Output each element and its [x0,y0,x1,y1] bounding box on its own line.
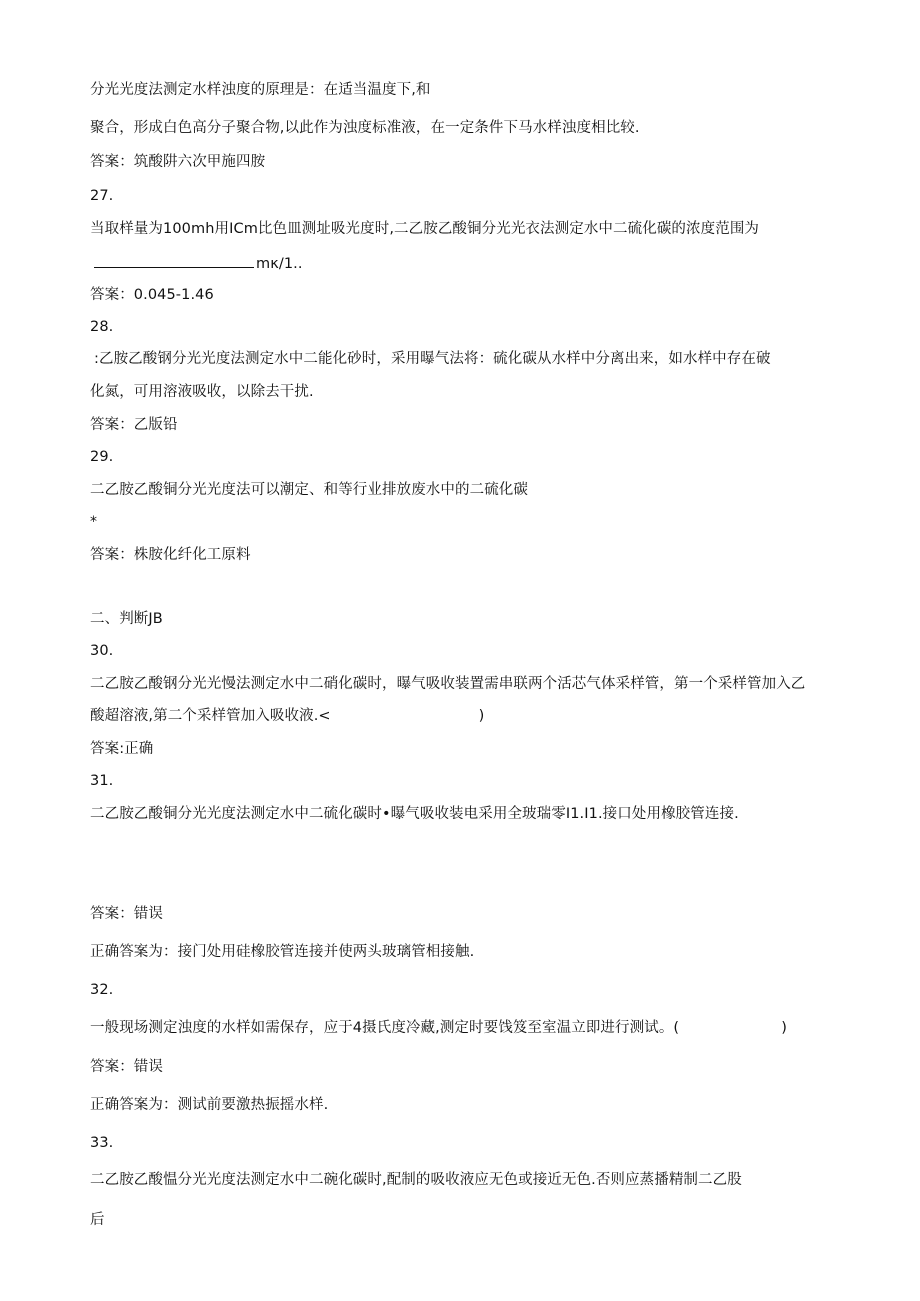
question-27-stem-line-1: 当取样量为100mh用ICm比色皿测址吸光度时,二乙胺乙酸铜分光光衣法测定水中二硫化碳的浓度范围为 [90,221,760,237]
stray-asterisk: * [90,514,98,530]
question-26-stem-line-2: 聚合，形成白色高分子聚合物,以此作为浊度标准液，在一定条件下马水样浊度相比较. [90,120,640,136]
question-31-correct-answer: 正确答案为：接门处用硅橡胶管连接并使两头玻璃管相接触. [90,944,475,960]
question-27-stem-line-2 [94,253,303,274]
question-32-stem-text: 一般现场测定浊度的水样如需保存，应于4摄氏度冷藏,测定时要饯笈至室温立即进行测试。( [90,1020,680,1036]
question-28-answer: 答案：乙版铅 [90,417,178,433]
question-32-answer: 答案：错误 [90,1059,163,1075]
question-30-stem-line-2 [90,706,484,726]
closing-paren: ) [781,1020,787,1036]
question-29-answer: 答案：株胺化纤化工原料 [90,547,251,563]
question-28-stem-line-1: :乙胺乙酸钢分光光度法测定水中二能化砂时，采用曝气法将：硫化碳从水样中分离出来，如水样中存在破 [94,351,771,367]
question-29-number: 29. [90,449,114,465]
closing-paren: ) [478,708,485,724]
question-26-answer: 答案：筑酸阱六次甲施四胺 [90,154,266,170]
question-32-number: 32. [90,982,114,998]
question-33-stem-line-1: 二乙胺乙酸愠分光光度法测定水中二碗化碳时,配制的吸收液应无色或接近无色.否则应蒸播精制二乙股 [90,1172,742,1188]
question-29-stem: 二乙胺乙酸铜分光光度法可以潮定、和等行业排放废水中的二硫化碳 [90,482,528,498]
question-32-correct-answer: 正确答案为：测试前要激热振摇水样. [90,1097,329,1113]
question-28-number: 28. [90,319,114,335]
question-28-stem-line-2: 化氮，可用溶液吸收，以除去干扰. [90,384,314,400]
unit-text: mκ/1.. [256,256,303,272]
fill-in-blank [94,253,254,268]
section-heading-judgement: 二、判断JB [90,611,163,627]
question-33-number: 33. [90,1135,114,1151]
question-26-stem-line-1: 分光光度法测定水样浊度的原理是：在适当温度下,和 [90,82,431,98]
question-27-answer: 答案：0.045-1.46 [90,287,214,303]
question-31-number: 31. [90,773,114,789]
question-33-stem-line-2: 后 [90,1212,105,1228]
question-32-stem [90,1018,787,1038]
question-30-answer: 答案:正确 [90,741,154,757]
question-31-answer: 答案：错误 [90,906,163,922]
question-31-stem: 二乙胺乙酸铜分光光度法测定水中二硫化碳时•曝气吸收装电采用全玻瑞零I1.I1.接口处用橡胶管连接. [90,806,739,822]
question-27-number: 27. [90,188,114,204]
question-30-number: 30. [90,643,114,659]
question-30-stem-text: 酸超溶液,第二个采样管加入吸收液.< [90,708,331,724]
question-30-stem-line-1: 二乙胺乙酸钢分光光慢法测定水中二硝化碳时，曝气吸收装置需串联两个活芯气体采样管，第一个采样管加入乙 [90,676,806,692]
